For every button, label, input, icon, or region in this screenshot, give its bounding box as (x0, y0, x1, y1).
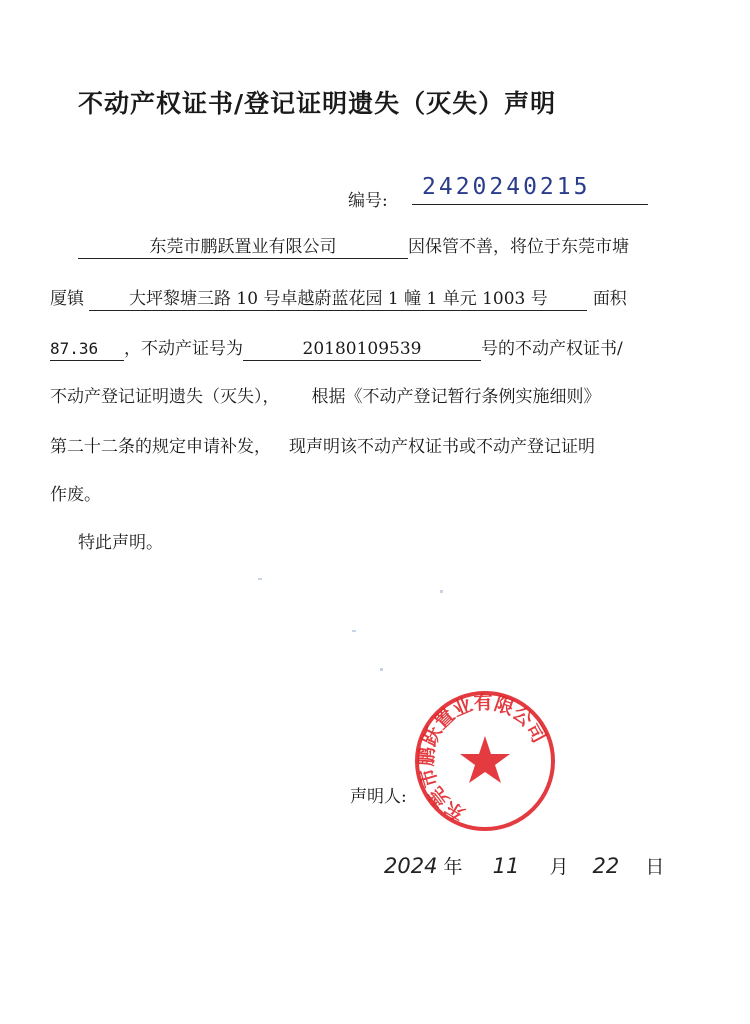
declarant-label: 声明人: (350, 787, 407, 807)
paragraph-line-2 (50, 284, 627, 311)
property-address: 大坪黎塘三路 10 号卓越蔚蓝花园 1 幢 1 单元 1003 号 (129, 289, 548, 309)
date-month: 11 (492, 854, 520, 878)
document-title: 不动产权证书/登记证明遗失（灭失）声明 (78, 89, 557, 118)
line1-text: 因保管不善，将位于东莞市塘 (408, 237, 629, 257)
declarant-row (350, 782, 407, 807)
line3-text-a: ，不动产证号为 (124, 339, 243, 359)
line6-text: 作废。 (50, 485, 101, 505)
area-value: 87.36 (50, 339, 99, 358)
area-blank (50, 338, 124, 361)
line2-prefix: 厦镇 (50, 289, 84, 309)
line5-text-b: 现声明该不动产权证书或不动产登记证明 (289, 437, 595, 457)
date-day: 22 (592, 854, 620, 878)
company-name-blank (78, 236, 408, 259)
cert-number-blank (243, 338, 481, 361)
serial-number-field (412, 176, 648, 205)
date-year-unit: 年 (443, 856, 463, 878)
seal-text: 东莞市鹏跃置业有限公司 (415, 691, 551, 825)
paragraph-line-4 (50, 382, 601, 407)
closing-statement (78, 528, 163, 553)
paragraph-line-1 (78, 232, 629, 259)
cert-number: 20180109539 (302, 339, 422, 359)
seal-star-icon (460, 736, 510, 783)
line5-text-a: 第二十二条的规定申请补发， (50, 437, 271, 457)
date-day-unit: 日 (645, 856, 665, 878)
date-month-unit: 月 (549, 856, 569, 878)
serial-number-value: 2420240215 (422, 174, 591, 200)
signing-date (384, 852, 664, 879)
line4-text-a: 不动产登记证明遗失（灭失）， (50, 387, 280, 407)
paragraph-line-6 (50, 480, 101, 505)
paragraph-line-3 (50, 334, 623, 361)
address-blank (89, 288, 587, 311)
serial-number-row (348, 174, 648, 211)
company-seal (410, 686, 560, 836)
line4-text-b: 根据《不动产登记暂行条例实施细则》 (311, 387, 601, 407)
paragraph-line-5 (50, 432, 595, 457)
serial-number-label: 编号: (348, 191, 388, 211)
date-year: 2024 (384, 854, 438, 878)
line2-suffix: 面积 (592, 289, 627, 309)
company-name: 东莞市鹏跃置业有限公司 (149, 237, 337, 257)
closing-text: 特此声明。 (78, 533, 163, 553)
line3-text-b: 号的不动产权证书/ (481, 339, 623, 359)
